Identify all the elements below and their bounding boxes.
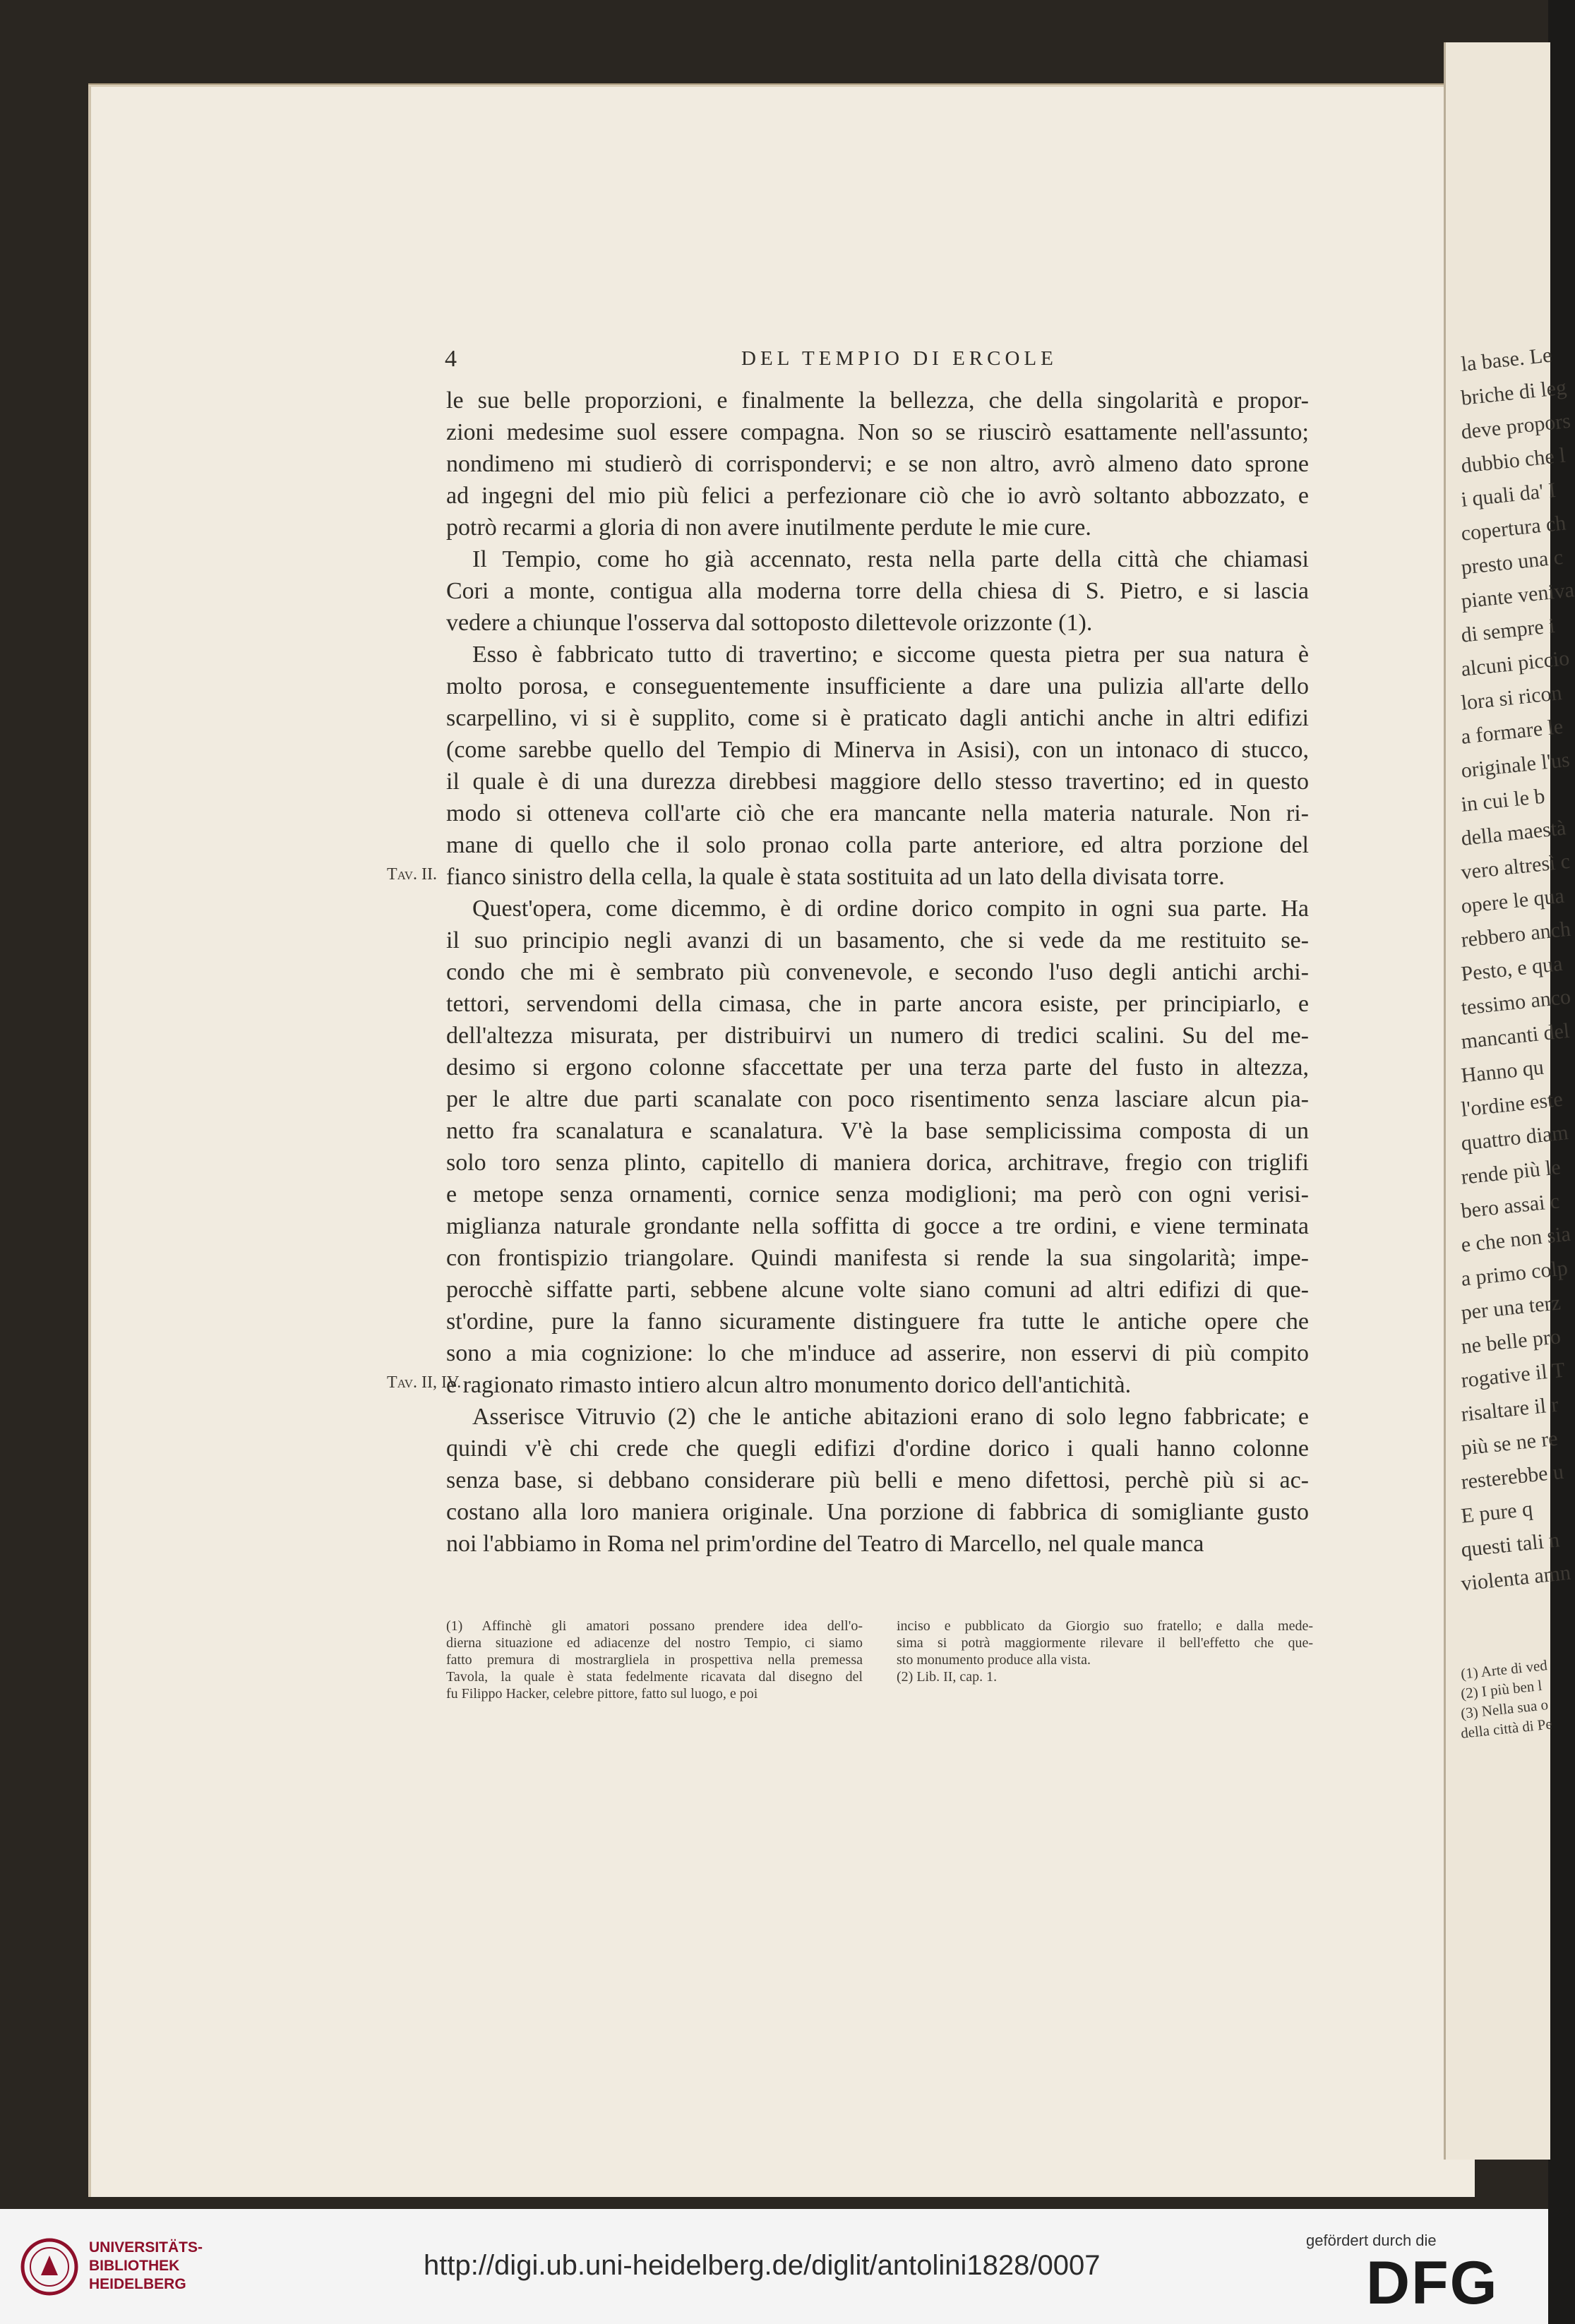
text-line: sono a mia cognizione: lo che m'induce ad asserire, non esservi di più compito	[446, 1340, 1309, 1366]
text-line: il suo principio negli avanzi di un basamento, che si vede da me restituito se-	[446, 927, 1309, 953]
text-line: Esso è fabbricato tutto di travertino; e siccome questa pietra per sua natura è	[472, 642, 1309, 668]
text-line: il quale è di una durezza direbbesi maggiore dello stesso travertino; ed in questo	[446, 769, 1309, 795]
institution-line: UNIVERSITÄTS-	[89, 2239, 203, 2256]
facing-page-line: per una terz	[1460, 1291, 1562, 1325]
text-line: nondimeno mi studierò di corrispondervi; e se non altro, avrò almeno dato sprone	[446, 451, 1309, 477]
facing-page-line: briche di leg	[1460, 375, 1568, 410]
facing-page-line: la base. Le	[1460, 343, 1553, 376]
facing-page-line: della maestà	[1460, 816, 1567, 850]
facing-page-line: opere le qua	[1460, 884, 1566, 918]
text-line: dell'altezza misurata, per distribuirvi un numero di tredici scalini. Su del me-	[446, 1023, 1309, 1049]
facing-page-line: risaltare il r	[1460, 1392, 1559, 1426]
marginal-plate-reference: Tav. II, IV.	[387, 1373, 462, 1392]
text-line: mane di quello che il solo pronao colla parte anteriore, ed altra porzione del	[446, 832, 1309, 858]
facing-page-line: resterebbe u	[1460, 1459, 1565, 1494]
university-seal-icon	[20, 2237, 79, 2296]
page-header	[445, 346, 1313, 374]
text-line: st'ordine, pure la fanno sicuramente distinguere fra tutte le antiche opere che	[446, 1308, 1309, 1335]
facing-page-line: tessimo anco	[1460, 985, 1572, 1020]
footnotes-left-column	[446, 1618, 863, 1702]
text-line: con frontispizio triangolare. Quindi manifesta si rende la sua singolarità; impe-	[446, 1245, 1309, 1271]
footnote-line: fu Filippo Hacker, celebre pittore, fatto sul luogo, e poi	[446, 1686, 758, 1702]
viewer-footer	[0, 2209, 1548, 2324]
text-line: modo si otteneva coll'arte ciò che era mancante nella materia naturale. Non ri-	[446, 800, 1309, 826]
facing-page-line: Hanno qu	[1460, 1055, 1545, 1088]
facing-page-line: deve propors	[1460, 409, 1572, 444]
facing-page-line: l'ordine este	[1460, 1087, 1564, 1121]
digitization-url-link[interactable]: http://digi.ub.uni-heidelberg.de/diglit/antolini1828/0007	[424, 2250, 1101, 2281]
text-line: Asserisce Vitruvio (2) che le antiche abitazioni erano di solo legno fabbricate; e	[472, 1404, 1309, 1430]
facing-page-line: rende più le	[1460, 1155, 1562, 1189]
footnote-line: sto monumento produce alla vista.	[897, 1652, 1091, 1668]
facing-page-line: rebbero anch	[1460, 917, 1572, 952]
institution-line: HEIDELBERG	[89, 2276, 186, 2292]
funded-by-text: gefördert durch die	[1306, 2232, 1437, 2249]
text-line: vedere a chiunque l'osserva dal sottoposto dilettevole orizzonte (1).	[446, 610, 1093, 636]
facing-page-line: dubbio che l	[1460, 443, 1567, 478]
facing-page-footnote: (1) Arte di ved	[1460, 1656, 1548, 1682]
text-line: desimo si ergono colonne sfaccettate per una terza parte del fusto in altezza,	[446, 1054, 1309, 1080]
facing-page-line: quattro diam	[1460, 1121, 1570, 1155]
facing-page-line: a primo colp	[1460, 1256, 1569, 1291]
text-line: tettori, servendomi della cimasa, che in parte ancora esiste, per principiarlo, e	[446, 991, 1309, 1017]
text-line: perocchè siffatte parti, sebbene alcune volte siano comuni ad altri edifizi di que-	[446, 1277, 1309, 1303]
text-line: e ragionato rimasto intiero alcun altro monumento dorico dell'antichità.	[446, 1372, 1132, 1398]
text-line: senza base, si debbano considerare più belli e meno difettosi, perchè più si ac-	[446, 1467, 1309, 1493]
facing-page-line: violenta amn	[1460, 1560, 1572, 1596]
facing-page-line: rogative il T	[1460, 1358, 1567, 1392]
dfg-logo: DFG	[1366, 2249, 1499, 2317]
facing-page-line: alcuni piccio	[1460, 646, 1571, 681]
facing-page-line: piante veniva	[1460, 578, 1575, 613]
text-line: molto porosa, e conseguentemente insufficiente a dare una pulizia all'arte dello	[446, 673, 1309, 699]
facing-page-line: bero assai c	[1460, 1189, 1561, 1223]
text-line: netto fra scanalatura e scanalatura. V'è la base semplicissima composta di un	[446, 1118, 1309, 1144]
footnote-line: sima si potrà maggiormente rilevare il bell'effetto che que-	[897, 1635, 1313, 1651]
institution-name	[89, 2239, 203, 2294]
text-line: fianco sinistro della cella, la quale è stata sostituita ad un lato della divisata torre.	[446, 864, 1225, 890]
text-line: scarpellino, vi si è supplito, come si è praticato dagli antichi anche in altri edifizi	[446, 705, 1309, 731]
facing-page-line: in cui le b	[1460, 784, 1546, 817]
text-line: condo che mi è sembrato più convenevole, e secondo l'uso degli antichi archi-	[446, 959, 1309, 985]
facing-page-line: vero altresì c	[1460, 849, 1571, 884]
text-line: le sue belle proporzioni, e finalmente la bellezza, che della singolarità e propor-	[446, 387, 1309, 414]
facing-page-line: ne belle pro	[1460, 1325, 1562, 1359]
facing-page-line: originale l'us	[1460, 747, 1571, 783]
footnotes-right-column	[897, 1618, 1313, 1685]
text-line: Quest'opera, come dicemmo, è di ordine dorico compito in ogni sua parte. Ha	[472, 896, 1309, 922]
text-line: Il Tempio, come ho già accennato, resta nella parte della città che chiamasi	[472, 546, 1309, 572]
running-title: DEL TEMPIO DI ERCOLE	[741, 347, 1058, 370]
facing-page-footnote: della città di Pe	[1460, 1715, 1553, 1742]
text-line: miglianza naturale grondante nella soffitta di gocce a tre ordini, e viene terminata	[446, 1213, 1309, 1239]
text-line: ad ingegni del mio più felici a perfezionare ciò che io avrò soltanto abbozzato, e	[446, 483, 1309, 509]
text-line: e metope senza ornamenti, cornice senza modiglioni; ma però con ogni verisi-	[446, 1181, 1309, 1208]
text-line: per le altre due parti scanalate con poco risentimento senza lasciare alcun pia-	[446, 1086, 1309, 1112]
facing-page-footnote: (2) I più ben l	[1460, 1676, 1543, 1702]
facing-page-line: a formare le	[1460, 714, 1564, 749]
institution-line: BIBLIOTHEK	[89, 2258, 180, 2274]
text-line: potrò recarmi a gloria di non avere inutilmente perdute le mie cure.	[446, 514, 1091, 541]
marginal-plate-reference: Tav. II.	[387, 865, 438, 884]
footnote-line: Tavola, la quale è stata fedelmente ricavata dal disegno del	[446, 1669, 863, 1685]
body-text	[446, 385, 1309, 1560]
footnote-line: inciso e pubblicato da Giorgio suo fratello; e dalla mede-	[897, 1618, 1313, 1634]
facing-page-line: Pesto, e qua	[1460, 951, 1564, 986]
facing-page-line: di sempre i	[1460, 614, 1557, 647]
footnote-line: (1) Affinchè gli amatori possano prendere idea dell'o-	[446, 1618, 863, 1634]
text-line: (come sarebbe quello del Tempio di Minerva in Asisi), con un intonaco di stucco,	[446, 737, 1309, 763]
facing-page-line: questi tali n	[1460, 1528, 1561, 1562]
facing-page-line: E pure q	[1460, 1497, 1534, 1528]
text-line: quindi v'è chi crede che quegli edifizi d'ordine dorico i quali hanno colonne	[446, 1435, 1309, 1462]
facing-page-line: e che non sia	[1460, 1222, 1572, 1257]
footnote-line: dierna situazione ed adiacenze del nostro Tempio, ci siamo	[446, 1635, 863, 1651]
page-number: 4	[445, 346, 457, 372]
facing-page-line: copertura ch	[1460, 511, 1567, 546]
text-line: zioni medesime suol essere compagna. Non so se riuscirò esattamente nell'assunto;	[446, 419, 1309, 445]
facing-page-footnote: (3) Nella sua o	[1460, 1696, 1550, 1722]
facing-page-line: presto una c	[1460, 545, 1564, 579]
facing-page-line: i quali da' I	[1460, 478, 1557, 512]
text-line: noi l'abbiamo in Roma nel prim'ordine del Teatro di Marcello, nel quale manca	[446, 1531, 1204, 1557]
text-line: costano alla loro maniera originale. Una porzione di fabbrica di somigliante gusto	[446, 1499, 1309, 1525]
facing-page-fragment	[1444, 42, 1575, 2160]
facing-page-line: mancanti del	[1460, 1018, 1571, 1054]
facing-page-line: lora si ricon	[1460, 681, 1563, 715]
footnote-line: (2) Lib. II, cap. 1.	[897, 1669, 998, 1685]
text-line: Cori a monte, contigua alla moderna torre della chiesa di S. Pietro, e si lascia	[446, 578, 1309, 604]
footnote-line: fatto premura di mostrarglielа in prospettiva nella premessa	[446, 1652, 863, 1668]
text-line: solo toro senza plinto, capitello di maniera dorica, architrave, fregio con triglifi	[446, 1150, 1309, 1176]
footnote-separator	[446, 1594, 1309, 1595]
facing-page-line: più se ne re	[1460, 1426, 1559, 1460]
